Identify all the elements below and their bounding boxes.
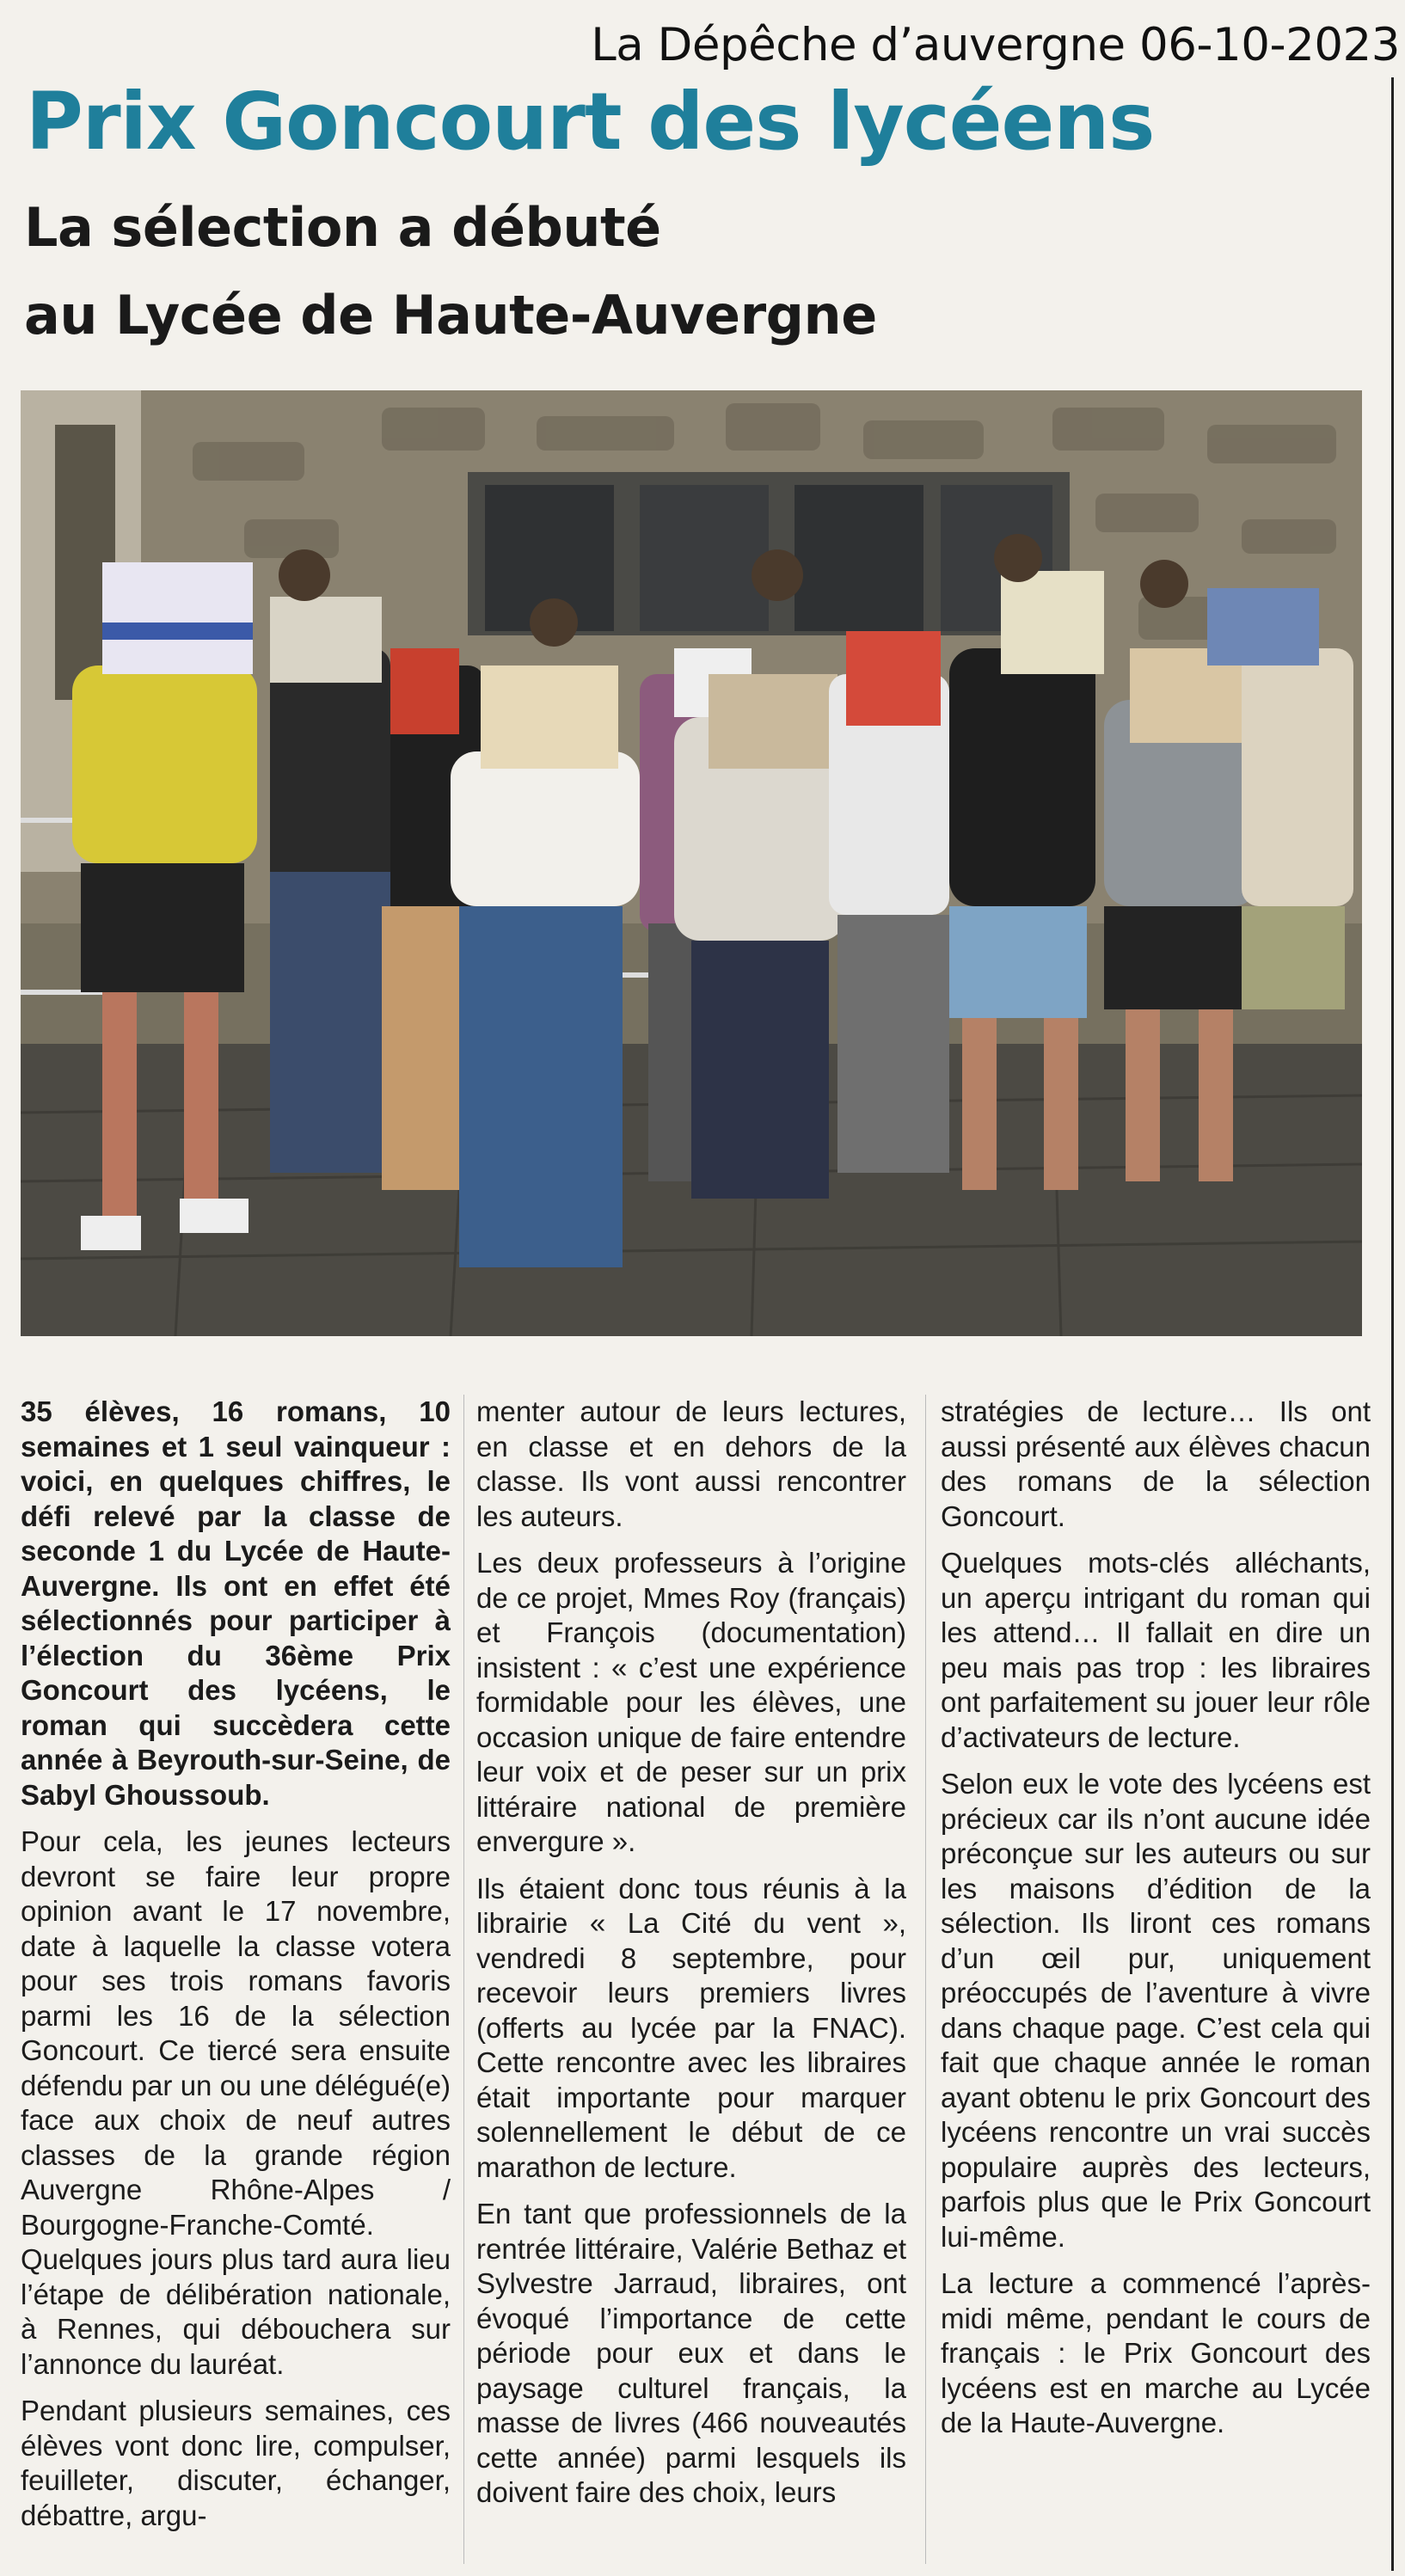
headline-line-1: La sélection a débuté bbox=[24, 196, 661, 259]
column-2 bbox=[476, 1395, 906, 2523]
article-photo bbox=[21, 390, 1362, 1336]
headline-line-2: au Lycée de Haute-Auvergne bbox=[24, 284, 877, 347]
paragraph: Ils étaient donc tous réunis à la librairie « La Cité du vent », vendredi 8 septembre, pour recevoir leurs premiers livres (offerts au lycée par la FNAC). Cette rencontre avec les libraires était importante pour marquer solennellement le début de ce marathon de lecture. bbox=[476, 1872, 906, 2183]
paragraph: Pendant plusieurs semaines, ces élèves vont donc lire, compulser, feuilleter, discuter, échanger, débattre, argu- bbox=[21, 2395, 451, 2531]
lead-paragraph: 35 élèves, 16 romans, 10 semaines et 1 seul vainqueur : voici, en quelques chiffres, le défi relevé par la classe de seconde 1 du Lycée de Haute-Auvergne. Ils ont en effet été sélectionnés pour participer à l’élection du 36ème Prix Goncourt des lycéens, le roman qui succèdera cette année à Beyrouth-sur-Seine, de Sabyl Ghoussoub. bbox=[21, 1395, 451, 1811]
paragraph: Quelques mots-clés alléchants, un aperçu intrigant du roman qui les attend… Il fallait en dire un peu mais pas trop : les libraires ont parfaitement su jouer leur rôle d’activateurs de lecture. bbox=[941, 1547, 1371, 1753]
paragraph: Les deux professeurs à l’origine de ce projet, Mmes Roy (français) et François (documentation) insistent : « c’est une expérience formidable pour les élèves, une occasion unique de faire entendre leur voix et de peser sur un prix littéraire national de première envergure ». bbox=[476, 1547, 906, 1857]
column-3 bbox=[941, 1395, 1371, 2453]
photo-illustration bbox=[21, 390, 1362, 1336]
paragraph: En tant que professionnels de la rentrée littéraire, Valérie Bethaz et Sylvestre Jarraud, libraires, ont évoqué l’importance de cette période pour eux et dans le paysage culturel français, la masse de livres (466 nouveautés cette année) parmi lesquels ils doivent faire des choix, leurs bbox=[476, 2198, 906, 2508]
paragraph: Pour cela, les jeunes lecteurs devront se faire leur propre opinion avant le 17 novembre, date à laquelle la classe votera pour ses trois romans favoris parmi les 16 de la sélection Goncourt. Ce tiercé sera ensuite défendu par un ou une délégué(e) face aux choix de neuf autres classes de la grande région Auvergne Rhône-Alpes / Bourgogne-Franche-Comté. Quelques jours plus tard aura lieu l’étape de délibération nationale, à Rennes, qui débouchera sur l’annonce du lauréat. bbox=[21, 1825, 451, 2380]
headline bbox=[24, 184, 1099, 359]
paragraph: menter autour de leurs lectures, en classe et en dehors de la classe. Ils vont aussi rencontrer les auteurs. bbox=[476, 1395, 906, 1532]
article-body bbox=[21, 1395, 1371, 2564]
source-line: La Dépêche d’auvergne 06-10-2023 bbox=[591, 19, 1400, 71]
kicker-title: Prix Goncourt des lycéens bbox=[26, 76, 1155, 168]
column-rule bbox=[1391, 77, 1394, 2571]
column-divider bbox=[925, 1395, 926, 2564]
column-divider bbox=[463, 1395, 464, 2564]
paragraph: La lecture a commencé l’après-midi même, pendant le cours de français : le Prix Goncourt des lycéens est en marche au Lycée de la Haute-Auvergne. bbox=[941, 2267, 1371, 2438]
column-1 bbox=[21, 1395, 451, 2545]
paragraph: Selon eux le vote des lycéens est précieux car ils n’ont aucune idée préconçue sur les auteurs ou sur les maisons d’édition de la sélection. Ils liront ces romans d’un œil pur, uniquement préoccupés de l’aventure à vivre dans chaque page. C’est cela qui fait que chaque année le roman ayant obtenu le prix Goncourt des lycéens rencontre un vrai succès populaire auprès des lecteurs, parfois plus que le Prix Goncourt lui-même. bbox=[941, 1768, 1371, 2253]
paragraph: stratégies de lecture… Ils ont aussi présenté aux élèves chacun des romans de la sélection Goncourt. bbox=[941, 1395, 1371, 1532]
